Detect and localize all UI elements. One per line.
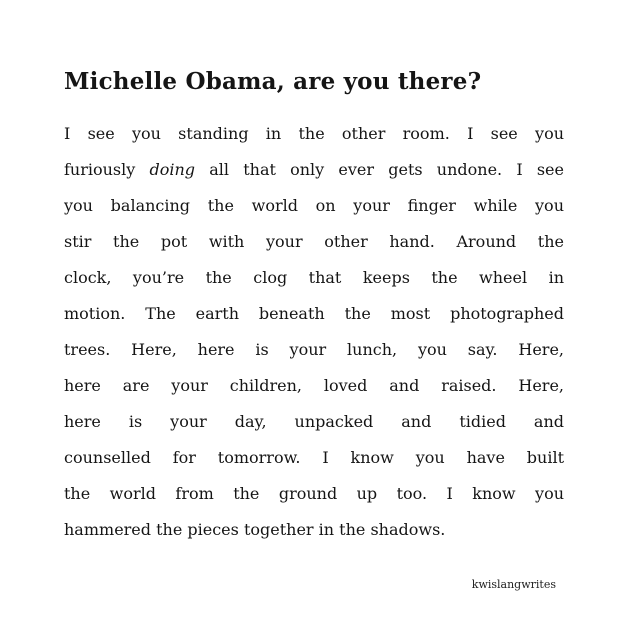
line-text: furiously (64, 160, 150, 179)
poem-line (64, 332, 564, 368)
line-text: all that only ever gets undone. I see (195, 160, 564, 179)
emphasized-word: doing (149, 160, 196, 179)
poem-line (64, 224, 564, 260)
line-text: here is your day, unpacked and tidied and (64, 412, 564, 431)
poem-line (64, 296, 564, 332)
poem-line (64, 188, 564, 224)
line-text: here are your children, loved and raised. Here, (64, 376, 564, 395)
poem-line (64, 476, 564, 512)
line-text: counselled for tomorrow. I know you have built (64, 448, 564, 467)
line-text: trees. Here, here is your lunch, you say. Here, (64, 340, 564, 359)
poem-line (64, 404, 564, 440)
author-credit: kwislangwrites (471, 578, 556, 591)
line-text: clock, you’re the clog that keeps the wheel in (64, 268, 564, 287)
poem-line (64, 512, 564, 548)
poem-line (64, 368, 564, 404)
poem-title: Michelle Obama, are you there? (64, 68, 482, 95)
poem-line (64, 152, 564, 188)
poem-line (64, 260, 564, 296)
poem-line (64, 440, 564, 476)
line-text: you balancing the world on your finger while you (64, 196, 564, 215)
poem-body (64, 116, 564, 548)
line-text: I see you standing in the other room. I see you (64, 124, 564, 143)
line-text: hammered the pieces together in the shadows. (64, 520, 446, 539)
line-text: stir the pot with your other hand. Around the (64, 232, 564, 251)
line-text: motion. The earth beneath the most photographed (64, 304, 564, 323)
line-text: the world from the ground up too. I know you (64, 484, 564, 503)
poem-line (64, 116, 564, 152)
